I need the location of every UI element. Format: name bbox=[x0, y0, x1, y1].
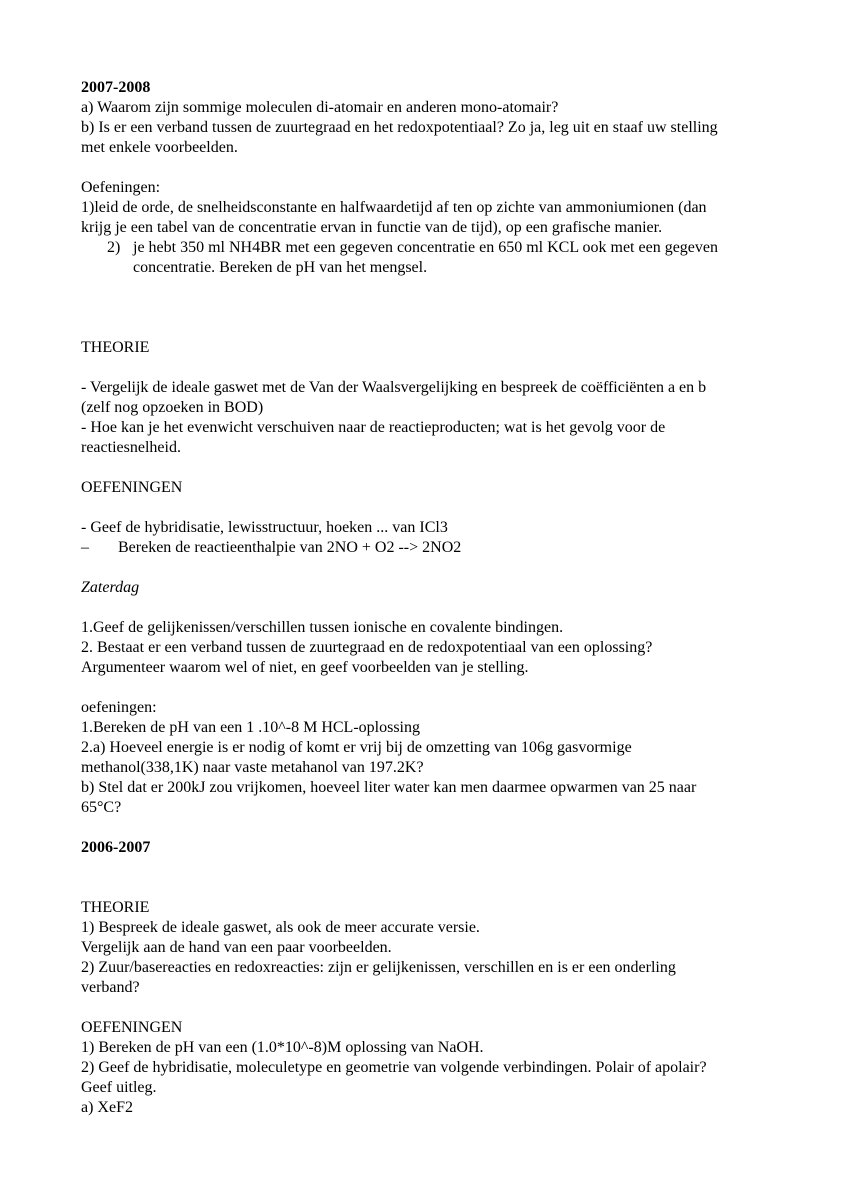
exercise-2-number: 2) bbox=[107, 239, 121, 256]
saturday-question-1: 1.Geef de gelijkenissen/verschillen tussen ionische en covalente bindingen. bbox=[81, 619, 564, 636]
exercise-line-2-text: Bereken de reactieenthalpie van 2NO + O2 --> 2NO2 bbox=[118, 539, 462, 556]
spacer bbox=[81, 558, 781, 578]
exercise-line-2 bbox=[81, 538, 781, 558]
exercise-1-line-2: krijg je een tabel van de concentratie ervan in functie van de tijd), op een grafische manier. bbox=[81, 219, 663, 236]
exercise-2006-line-4: a) XeF2 bbox=[81, 1099, 133, 1116]
theory-2006-line-2: Vergelijk aan de hand van een paar voorbeelden. bbox=[81, 939, 392, 956]
exercise-2006-line-3: Geef uitleg. bbox=[81, 1079, 157, 1096]
dash-bullet: – bbox=[81, 539, 89, 556]
spacer bbox=[81, 878, 781, 898]
question-b-line-1: b) Is er een verband tussen de zuurtegraad en het redoxpotentiaal? Zo ja, leg uit en staaf uw stelling bbox=[81, 119, 718, 136]
saturday-exercise-2a-line-2: methanol(338,1K) naar vaste metahanol van 197.2K? bbox=[81, 759, 424, 776]
theory-line-1: - Vergelijk de ideale gaswet met de Van der Waalsvergelijking en bespreek de coëfficiënten a en b bbox=[81, 379, 707, 396]
exercises-heading-upper: OEFENINGEN bbox=[81, 479, 183, 496]
spacer bbox=[81, 278, 781, 338]
spacer bbox=[81, 598, 781, 618]
exercise-2-line-1 bbox=[81, 238, 781, 258]
saturday-question-2-line-2: Argumenteer waarom wel of niet, en geef voorbeelden van je stelling. bbox=[81, 659, 529, 676]
section-heading-2007-2008: 2007-2008 bbox=[81, 79, 151, 96]
saturday-exercise-2b-line-1: b) Stel dat er 200kJ zou vrijkomen, hoeveel liter water kan men daarmee opwarmen van 25 naar bbox=[81, 779, 697, 796]
exercises-heading-2006: OEFENINGEN bbox=[81, 1019, 183, 1036]
saturday-exercise-1: 1.Bereken de pH van een 1 .10^-8 M HCL-oplossing bbox=[81, 719, 420, 736]
spacer bbox=[81, 678, 781, 698]
spacer bbox=[81, 458, 781, 478]
exercise-2-line-2: concentratie. Bereken de pH van het mengsel. bbox=[133, 259, 428, 276]
theory-line-3: - Hoe kan je het evenwicht verschuiven naar de reactieproducten; wat is het gevolg voor de bbox=[81, 419, 666, 436]
spacer bbox=[81, 358, 781, 378]
saturday-exercise-2a-line-1: 2.a) Hoeveel energie is er nodig of komt er vrij bij de omzetting van 106g gasvormige bbox=[81, 739, 632, 756]
saturday-question-2-line-1: 2. Bestaat er een verband tussen de zuurtegraad en de redoxpotentiaal van een oplossing? bbox=[81, 639, 653, 656]
section-heading-2006-2007: 2006-2007 bbox=[81, 839, 151, 856]
question-b-line-2: met enkele voorbeelden. bbox=[81, 139, 238, 156]
theory-2006-line-1: 1) Bespreek de ideale gaswet, als ook de meer accurate versie. bbox=[81, 919, 480, 936]
saturday-exercises-heading: oefeningen: bbox=[81, 699, 157, 716]
exercise-2-text: je hebt 350 ml NH4BR met een gegeven concentratie en 650 ml KCL ook met een gegeven bbox=[133, 239, 719, 256]
spacer bbox=[81, 498, 781, 518]
theory-2006-line-3: 2) Zuur/basereacties en redoxreacties: zijn er gelijkenissen, verschillen en is er een onderling bbox=[81, 959, 676, 976]
theory-line-2: (zelf nog opzoeken in BOD) bbox=[81, 399, 264, 416]
spacer bbox=[81, 818, 781, 838]
exercise-2006-line-1: 1) Bereken de pH van een (1.0*10^-8)M oplossing van NaOH. bbox=[81, 1039, 484, 1056]
theory-heading: THEORIE bbox=[81, 339, 150, 356]
spacer bbox=[81, 998, 781, 1018]
exercise-2006-line-2: 2) Geef de hybridisatie, moleculetype en geometrie van volgende verbindingen. Polair of apolair? bbox=[81, 1059, 707, 1076]
question-a: a) Waarom zijn sommige moleculen di-atomair en anderen mono-atomair? bbox=[81, 99, 559, 116]
saturday-exercise-2b-line-2: 65°C? bbox=[81, 799, 122, 816]
document-page bbox=[81, 78, 781, 1118]
theory-heading-2006: THEORIE bbox=[81, 899, 150, 916]
theory-2006-line-4: verband? bbox=[81, 979, 140, 996]
exercise-line-1: - Geef de hybridisatie, lewisstructuur, hoeken ... van ICl3 bbox=[81, 519, 448, 536]
theory-line-4: reactiesnelheid. bbox=[81, 439, 181, 456]
exercise-1-line-1: 1)leid de orde, de snelheidsconstante en halfwaardetijd af ten op zichte van ammoniumionen (dan bbox=[81, 199, 707, 216]
exercises-heading: Oefeningen: bbox=[81, 179, 161, 196]
spacer bbox=[81, 858, 781, 878]
spacer bbox=[81, 158, 781, 178]
saturday-heading: Zaterdag bbox=[81, 579, 140, 596]
